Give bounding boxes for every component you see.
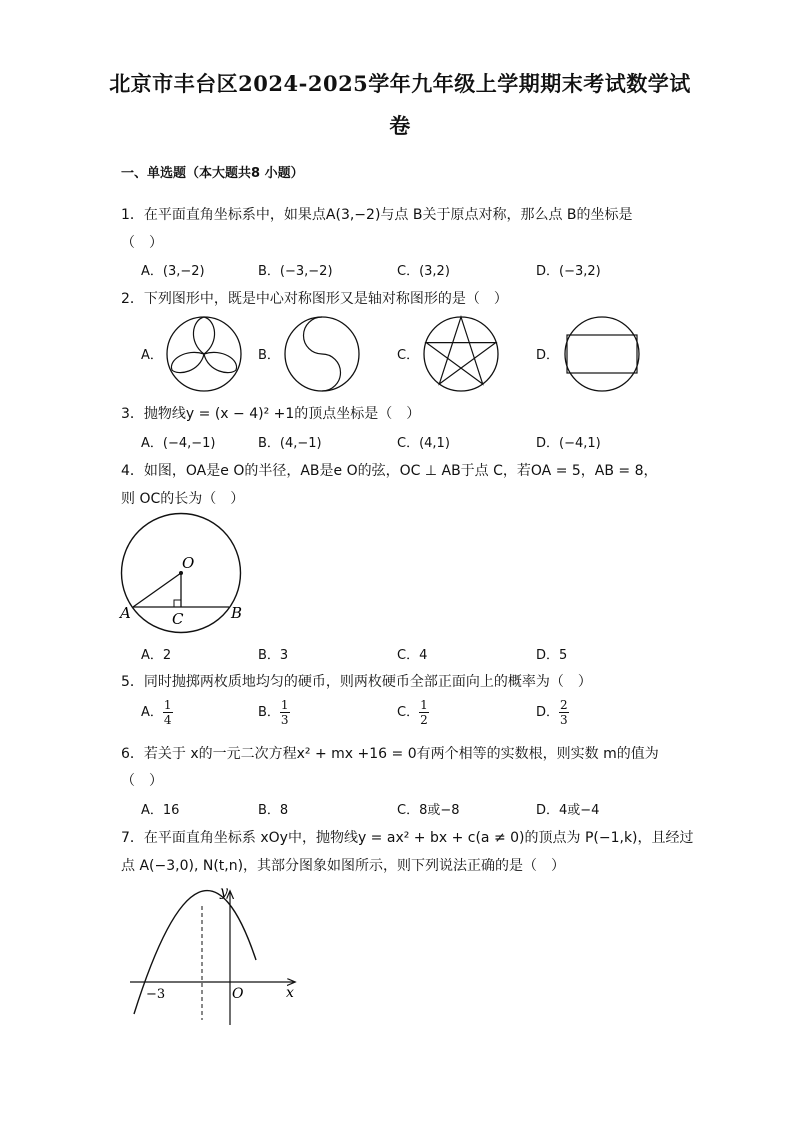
figure-yin-yang-circle [282, 314, 362, 394]
figure-circle-chord [112, 510, 252, 640]
fraction [559, 698, 569, 727]
tick-label-neg3: −3 [146, 987, 166, 1002]
q3-option-c: C．(4,1) [397, 436, 450, 451]
q3-option-b: B．(4,−1) [258, 436, 322, 451]
numerator: 1 [420, 698, 428, 712]
q2-label-b: B． [258, 348, 280, 363]
q2-label-c: C． [397, 348, 420, 363]
q5-option-d-label: D． [536, 705, 560, 720]
q4-option-d: D．5 [536, 648, 568, 663]
question-6-text: 6．若关于 x的一元二次方程x² + mx +16 = 0有两个相等的实数根，则实数 m的值为 [121, 746, 659, 762]
q2-label-d: D． [536, 348, 560, 363]
q4-option-a: A．2 [141, 648, 172, 663]
q4-option-c: C．4 [397, 648, 428, 663]
q5-option-a-label: A． [141, 705, 163, 720]
origin-label: O [232, 986, 244, 1002]
q4-option-b: B．3 [258, 648, 289, 663]
denominator: 3 [280, 713, 289, 727]
numerator: 1 [163, 698, 172, 712]
page-title-continued: 卷 [389, 113, 411, 138]
q5-option-c-label: C． [397, 705, 420, 720]
fraction [419, 698, 429, 727]
q5-option-b-label: B． [258, 705, 280, 720]
x-axis-label: x [286, 985, 294, 1001]
label-c: C [172, 610, 184, 628]
question-7-text-continued: 点 A(−3,0), N(t,n)，其部分图象如图所示，则下列说法正确的是（ ） [121, 858, 566, 874]
figure-pentagram-circle [421, 314, 501, 394]
denominator: 4 [163, 713, 172, 727]
question-4-text: 4．如图，OA是e O的半径，AB是e O的弦，OC ⊥ AB于点 C，若OA = 5，AB = 8， [121, 463, 658, 479]
q3-option-d: D．(−4,1) [536, 436, 601, 451]
question-4-text-continued: 则 OC的长为（ ） [121, 491, 245, 507]
q5-option-b [258, 698, 290, 727]
question-6-paren: （ ） [121, 773, 163, 789]
question-7-text: 7．在平面直角坐标系 xOy中，抛物线y = ax² + bx + c(a ≠ 0)的顶点为 P(−1,k)，且经过 [121, 830, 694, 846]
figure-three-petal-circle [164, 314, 244, 394]
q1-option-c: C．(3,2) [397, 264, 450, 279]
section-heading: 一、单选题（本大题共8 小题） [121, 166, 304, 181]
figure-rectangle-circle [562, 314, 642, 394]
q2-label-a: A． [141, 348, 163, 363]
q6-option-d: D．4或−4 [536, 803, 600, 818]
fraction [163, 698, 173, 727]
denominator: 2 [420, 713, 428, 727]
q3-option-a: A．(−4,−1) [141, 436, 216, 451]
page-title: 北京市丰台区2024-2025学年九年级上学期期末考试数学试 [109, 71, 691, 96]
y-axis-label: y [220, 884, 228, 900]
question-5-text: 5．同时抛掷两枚质地均匀的硬币，则两枚硬币全部正面向上的概率为（ ） [121, 674, 592, 690]
q6-option-a: A．16 [141, 803, 180, 818]
fraction [280, 698, 290, 727]
q1-option-d: D．(−3,2) [536, 264, 601, 279]
question-3-text: 3．抛物线y = (x − 4)² +1的顶点坐标是（ ） [121, 406, 421, 422]
numerator: 1 [280, 698, 289, 712]
label-a: A [120, 604, 131, 622]
denominator: 3 [560, 713, 568, 727]
q1-option-b: B．(−3,−2) [258, 264, 333, 279]
label-o: O [182, 554, 195, 572]
q1-option-a: A．(3,−2) [141, 264, 205, 279]
figure-parabola-graph [120, 880, 310, 1030]
q5-option-a [141, 698, 173, 727]
numerator: 2 [560, 698, 568, 712]
label-b: B [231, 604, 243, 622]
q6-option-c: C．8或−8 [397, 803, 460, 818]
question-2-text: 2．下列图形中，既是中心对称图形又是轴对称图形的是（ ） [121, 291, 508, 307]
q5-option-c [397, 698, 429, 727]
q6-option-b: B．8 [258, 803, 289, 818]
question-1-paren: （ ） [121, 235, 163, 251]
q5-option-d [536, 698, 569, 727]
question-1-text: 1．在平面直角坐标系中，如果点A(3,−2)与点 B关于原点对称，那么点 B的坐标是 [121, 207, 633, 223]
